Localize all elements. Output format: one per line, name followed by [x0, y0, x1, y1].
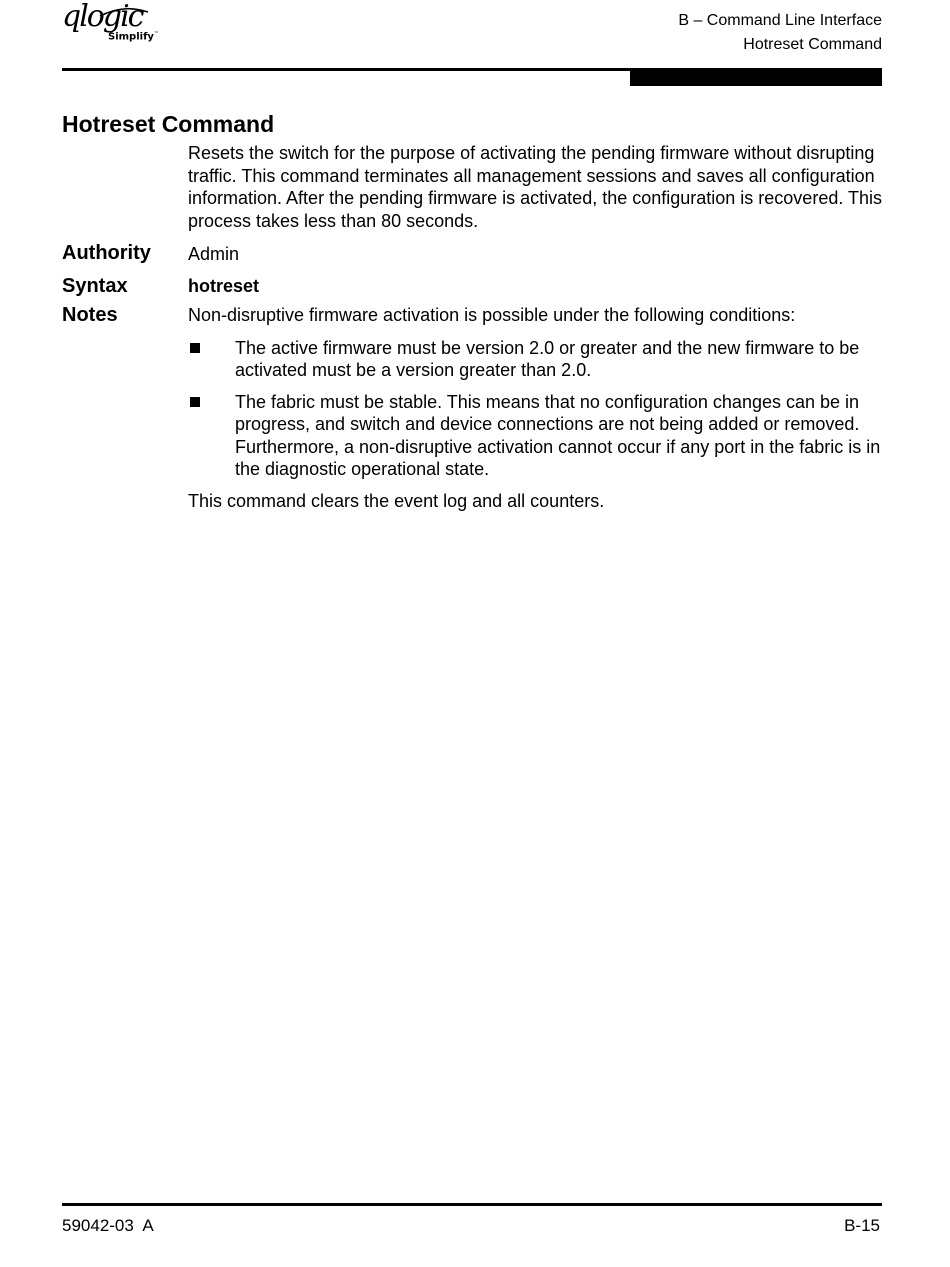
- logo-tagline: Simplify™: [108, 31, 159, 43]
- authority-label: Authority: [62, 242, 151, 264]
- logo-wordmark: qlogic: [62, 0, 143, 34]
- header-section: Hotreset Command: [743, 36, 882, 53]
- bullet-text: The fabric must be stable. This means that no configuration changes can be in progress, and switch and device connections are not being added or removed. Furthermore, a non-disruptive activation cannot occur if any port in the fabric is in the diagnostic operational state.: [235, 391, 881, 479]
- notes-label: Notes: [62, 304, 118, 326]
- square-bullet-icon: [190, 397, 200, 407]
- running-header: [678, 9, 882, 57]
- notes-bullet-list: [188, 337, 883, 481]
- notes-lead: Non-disruptive firmware activation is possible under the following conditions:: [188, 305, 796, 325]
- square-bullet-icon: [190, 343, 200, 353]
- footer-doc-number: 59042-03 A: [62, 1216, 154, 1235]
- notes-closing: This command clears the event log and all counters.: [188, 490, 605, 511]
- footer-rule: [62, 1203, 882, 1206]
- syntax-label: Syntax: [62, 275, 128, 297]
- header-chapter: B – Command Line Interface: [678, 12, 882, 29]
- header-block: [630, 71, 882, 86]
- qlogic-logo: [60, 2, 170, 62]
- bullet-text: The active firmware must be version 2.0 or greater and the new firmware to be activated must be a version greater than 2.0.: [235, 337, 860, 380]
- list-item: [188, 391, 883, 481]
- footer-page-number: B-15: [844, 1216, 880, 1235]
- section-intro: Resets the switch for the purpose of activating the pending firmware without disrupting traffic. This command terminates all management sessions and saves all configuration information. After the pending firmware is activated, the configuration is recovered. This process takes less than 80 seconds.: [188, 143, 883, 231]
- list-item: [188, 337, 883, 382]
- syntax-value: hotreset: [188, 276, 260, 296]
- authority-value: Admin: [188, 244, 240, 264]
- section-title: Hotreset Command: [62, 111, 275, 137]
- notes-body: [188, 304, 883, 512]
